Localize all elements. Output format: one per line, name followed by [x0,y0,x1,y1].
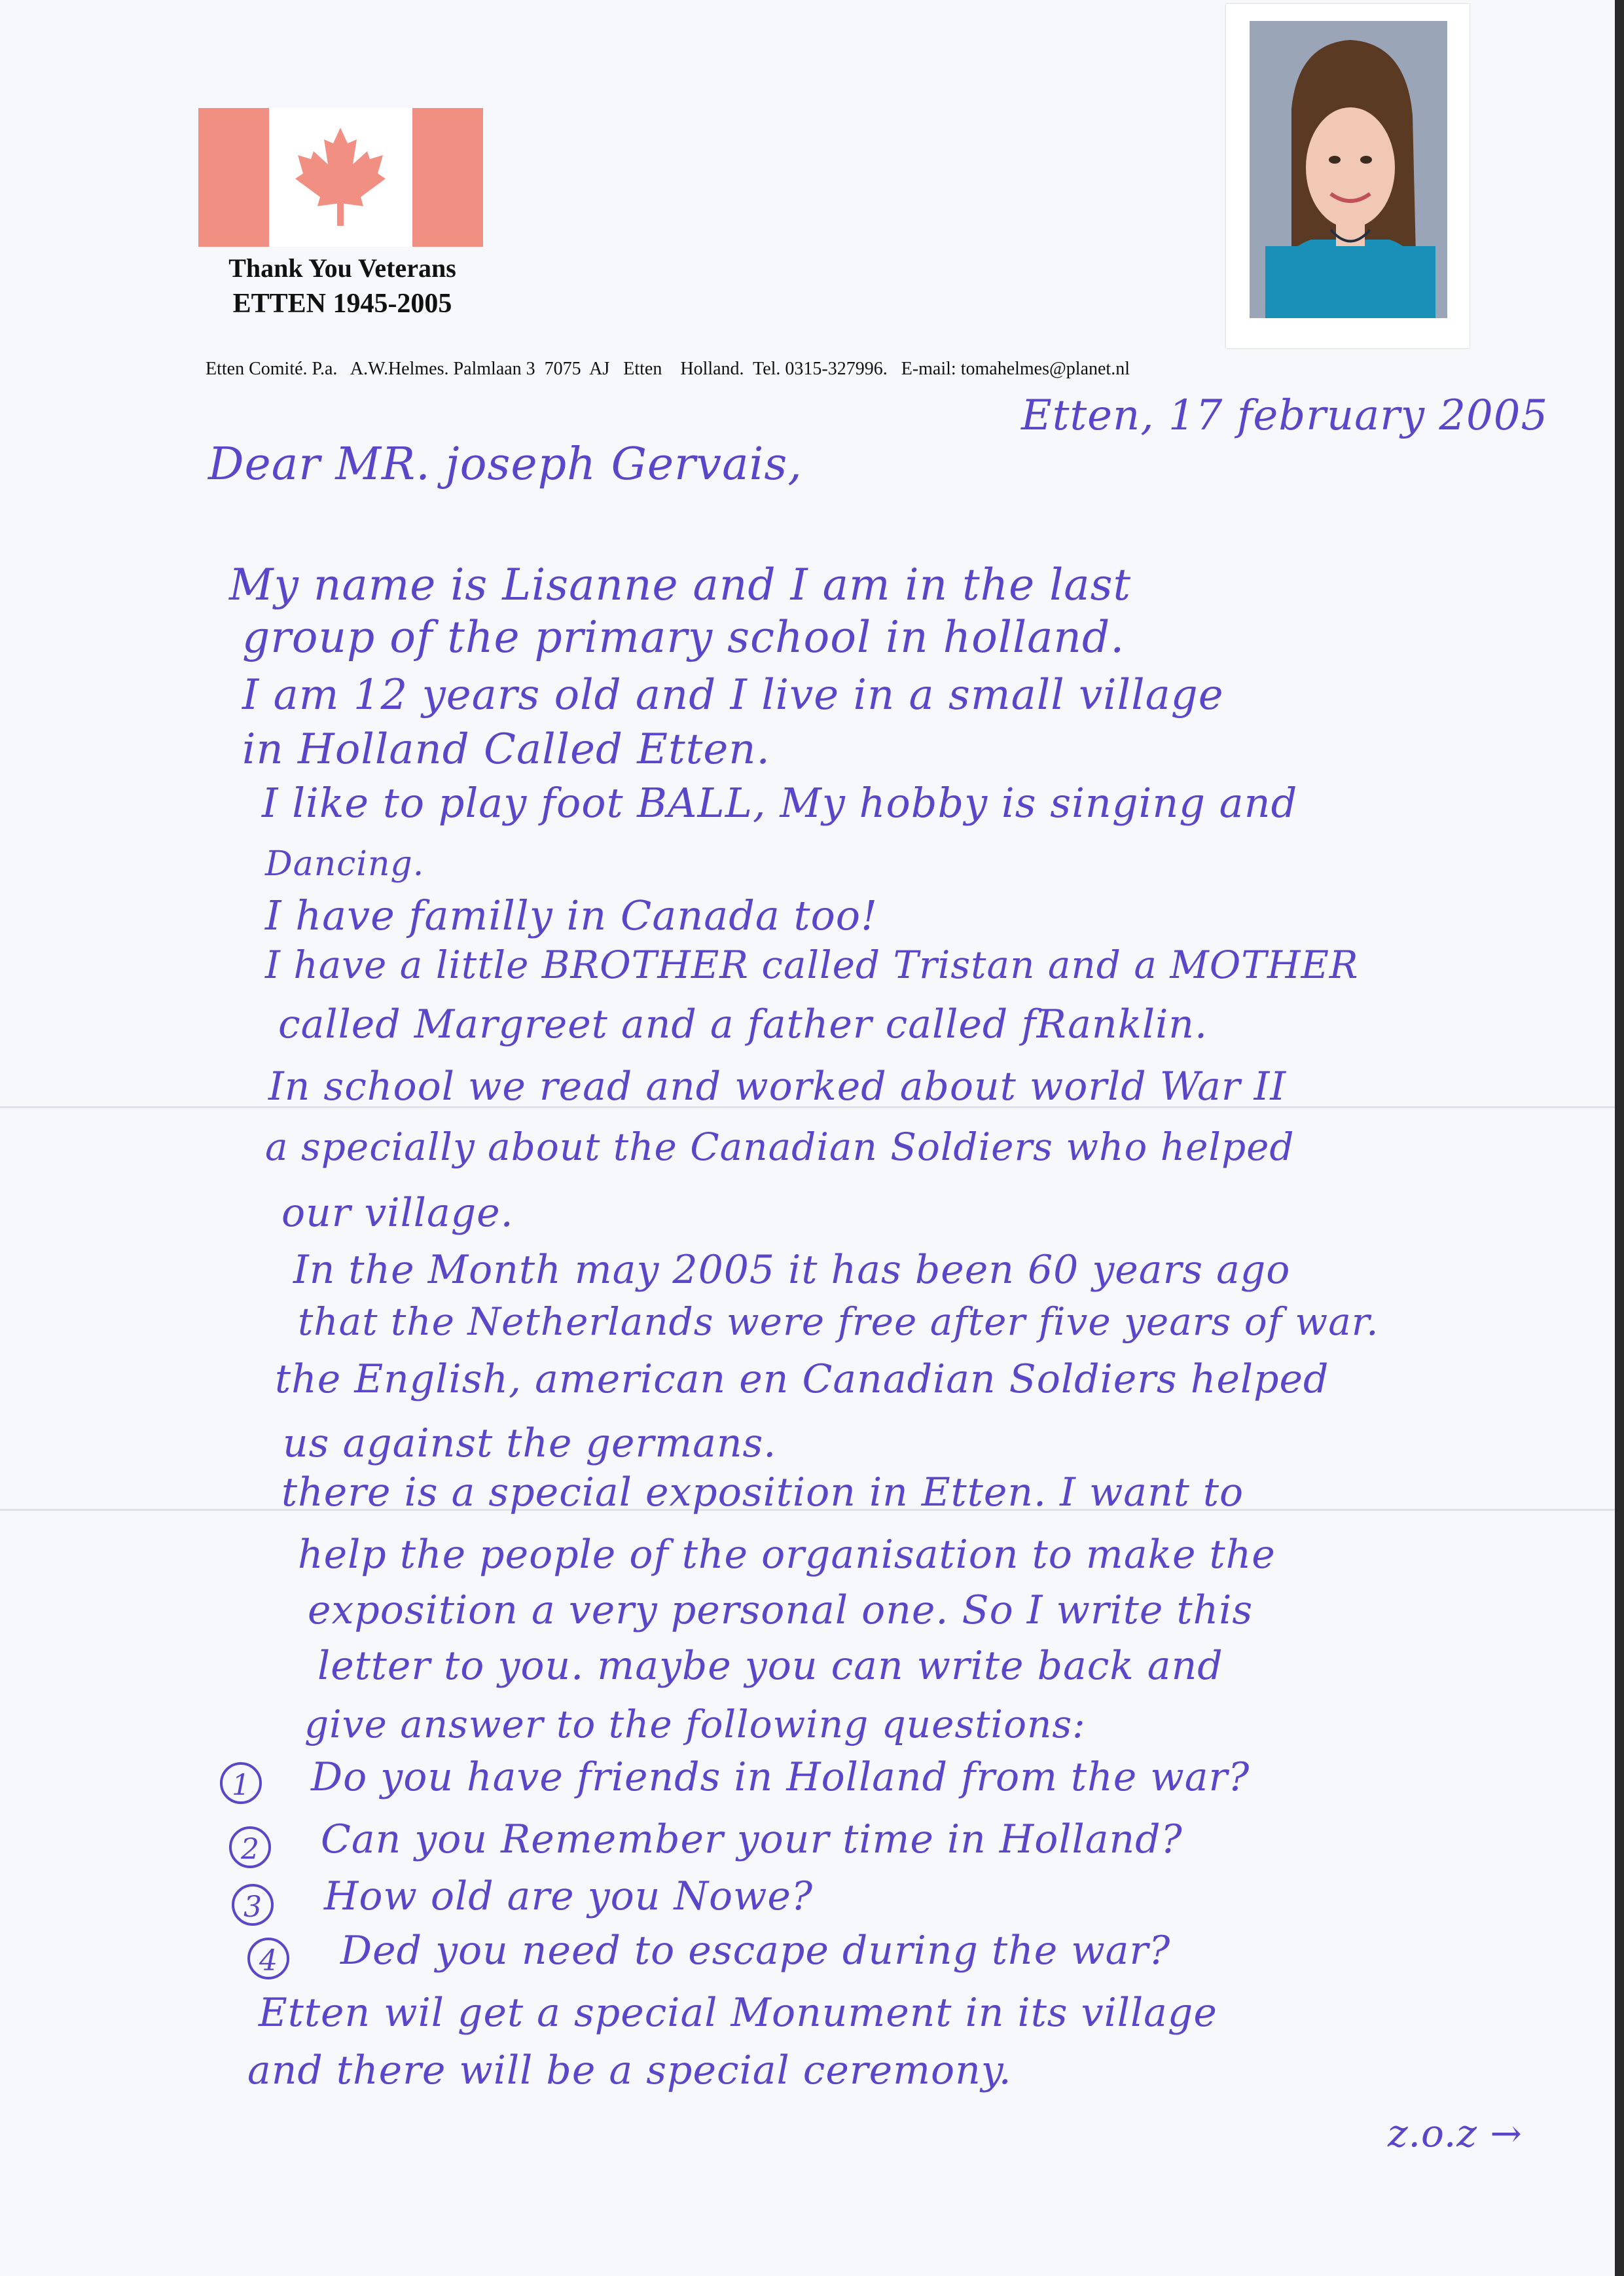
letter-line: I like to play foot BALL, My hobby is singing and [262,779,1298,827]
question-text: Ded you need to escape during the war? [340,1928,1171,1974]
letter-line: help the people of the organisation to make the [298,1532,1276,1578]
question-text: Can you Remember your time in Holland? [321,1816,1183,1862]
closing-line: and there will be a special ceremony. [247,2048,1012,2093]
question-text: Do you have friends in Holland from the war? [311,1754,1250,1800]
letter-line: us against the germans. [283,1420,777,1466]
question-number: 4 [247,1938,289,1979]
closing-line: Etten wil get a special Monument in its village [259,1990,1218,2036]
letter-line: the English, american en Canadian Soldiers helped [275,1356,1329,1402]
letter-line: there is a special exposition in Etten. I want to [281,1470,1244,1515]
question-number: 2 [229,1826,271,1868]
portrait-photo [1226,4,1470,348]
letterhead-address: Etten Comité. P.a. A.W.Helmes. Palmlaan 3 7075 AJ Etten Holland. Tel. 0315-327996. E-mail: tomahelmes@planet.nl [206,359,1130,379]
question-text: How old are you Nowe? [324,1873,814,1919]
letterhead-line-1: Thank You Veterans [228,253,456,283]
letter-line: exposition a very personal one. So I write this [308,1587,1254,1633]
letter-line: letter to you. maybe you can write back and [317,1643,1223,1689]
letter-line: I am 12 years old and I live in a small village [242,671,1224,719]
letter-line: in Holland Called Etten. [242,725,770,774]
letter-date: Etten, 17 february 2005 [1021,391,1549,440]
letter-line: I have familly in Canada too! [265,892,878,939]
letter-line: our village. [281,1190,514,1236]
letter-line: In school we read and worked about world War II [268,1064,1287,1110]
page-turn-marker: z.o.z → [1388,2111,1523,2156]
salutation: Dear MR. joseph Gervais, [208,439,803,490]
question-number: 3 [232,1884,274,1926]
letter-line: called Margreet and a father called fRanklin. [278,1002,1208,1047]
letter-line: group of the primary school in holland. [242,612,1125,662]
letter-line: In the Month may 2005 it has been 60 years ago [293,1247,1291,1293]
letter-line: that the Netherlands were free after five years of war. [298,1299,1379,1344]
portrait-image [1226,4,1470,348]
letterhead-line-2: ETTEN 1945-2005 [232,289,452,319]
letter-line: I have a little BROTHER called Tristan and a MOTHER [265,943,1359,987]
canadian-flag-logo [198,108,483,247]
letter-line: Dancing. [265,844,425,884]
question-number: 1 [220,1762,262,1804]
scan-edge [1615,0,1624,2276]
letter-line: a specially about the Canadian Soldiers who helped [265,1125,1295,1169]
letter-line: My name is Lisanne and I am in the last [229,560,1132,610]
letter-line: give answer to the following questions: [304,1702,1086,1746]
